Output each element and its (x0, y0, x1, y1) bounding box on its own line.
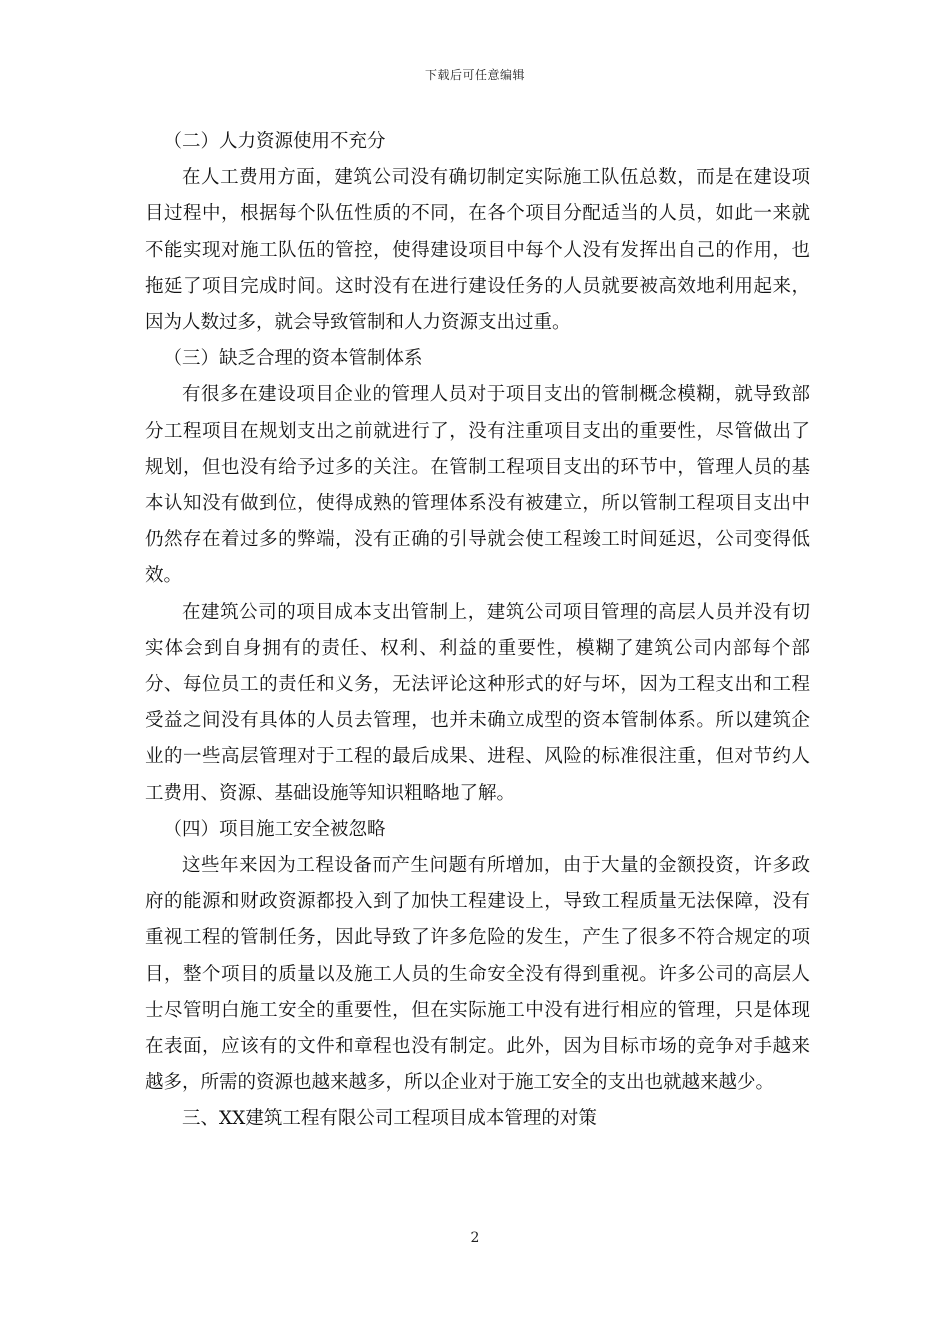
paragraph-capital-control-2: 在建筑公司的项目成本支出管制上，建筑公司项目管理的高层人员并没有切实体会到自身拥有的责任、权利、利益的重要性，模糊了建筑公司内部每个部分、每位员工的责任和义务，无法评论这种形式的好与坏，因为工程支出和工程受益之间没有具体的人员去管理，也并未确立成型的资本管制体系。所以建筑企业的一些高层管理对于工程的最后成果、进程、风险的标准很注重，但对节约人工费用、资源、基础设施等知识粗略地了解。 (145, 601, 810, 804)
section-heading-human-resources: （二）人力资源使用不充分 (163, 131, 386, 152)
document-body (145, 124, 810, 1138)
section-heading-safety: （四）项目施工安全被忽略 (163, 818, 386, 840)
paragraph-capital-control-1: 有很多在建设项目企业的管理人员对于项目支出的管制概念模糊，就导致部分工程项目在规划支出之前就进行了，没有注重项目支出的重要性，尽管做出了规划，但也没有给予过多的关注。在管制工程项目支出的环节中，管理人员的基本认知没有做到位，使得成熟的管理体系没有被建立，所以管制工程项目支出中仍然存在着过多的弊端，没有正确的引导就会使工程竣工时间延迟，公司变得低效。 (145, 384, 810, 587)
paragraph-human-resources: 在人工费用方面，建筑公司没有确切制定实际施工队伍总数，而是在建设项目过程中，根据每个队伍性质的不同，在各个项目分配适当的人员，如此一来就不能实现对施工队伍的管控，使得建设项目中每个人没有发挥出自己的作用，也拖延了项目完成时间。这时没有在进行建设任务的人员就要被高效地利用起来，因为人数过多，就会导致管制和人力资源支出过重。 (145, 167, 810, 334)
paragraph-safety: 这些年来因为工程设备而产生问题有所增加，由于大量的金额投资，许多政府的能源和财政资源都投入到了加快工程建设上，导致工程质量无法保障，没有重视工程的管制任务，因此导致了许多危险的发生，产生了很多不符合规定的项目，整个项目的质量以及施工人员的生命安全没有得到重视。许多公司的高层人士尽管明白施工安全的重要性，但在实际施工中没有进行相应的管理，只是体现在表面，应该有的文件和章程也没有制定。此外，因为目标市场的竞争对手越来越多，所需的资源也越来越多，所以企业对于施工安全的支出也就越来越少。 (145, 855, 810, 1094)
page-header: 下载后可任意编辑 (424, 68, 525, 82)
section-heading-capital-control: （三）缺乏合理的资本管制体系 (163, 348, 423, 370)
chapter-heading-countermeasures: 三、XX建筑工程有限公司工程项目成本管理的对策 (182, 1108, 597, 1130)
page-number: 2 (470, 1230, 480, 1246)
